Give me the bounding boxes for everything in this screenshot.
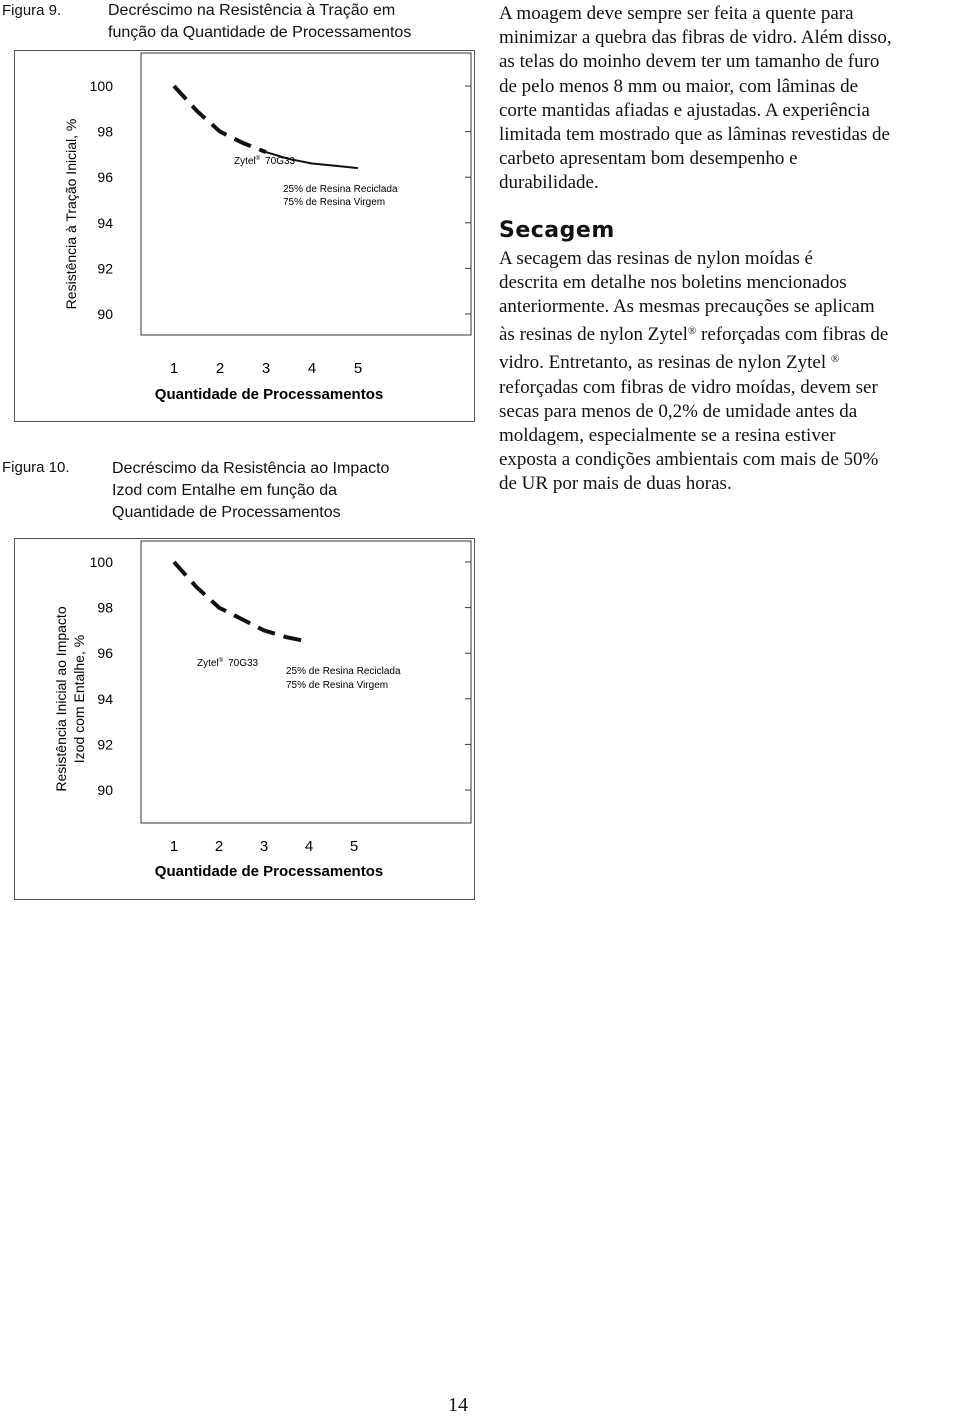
figure-10-title-line-1: Decréscimo da Resistência ao Impacto bbox=[112, 460, 390, 477]
figure-10-y-tick-label: 92 bbox=[97, 736, 113, 753]
figure-10-annotation-line-2: 75% de Resina Virgem bbox=[286, 680, 389, 691]
figure-9-y-tick-label: 94 bbox=[97, 214, 113, 231]
figure-10-y-tick-label: 98 bbox=[97, 599, 113, 616]
text-column bbox=[499, 2, 957, 497]
paragraph-line: moldagem, especialmente se a resina estiver bbox=[499, 425, 836, 447]
figure-9-product-label: Zytel® 70G33 bbox=[234, 156, 296, 167]
figure-9-frame bbox=[14, 50, 475, 422]
figure-9-title-line-2: função da Quantidade de Processamentos bbox=[108, 24, 412, 41]
figure-10-x-tick-label: 2 bbox=[214, 838, 224, 855]
figure-10-y-tick-label: 96 bbox=[97, 645, 113, 662]
figure-10-annotation-line-1: 25% de Resina Reciclada bbox=[286, 666, 401, 677]
figure-9-annotation-line-1: 25% de Resina Reciclada bbox=[283, 184, 398, 195]
paragraph-line: de pelo menos 8 mm ou maior, com lâminas de bbox=[499, 75, 859, 97]
registered-mark: ® bbox=[830, 353, 840, 366]
figure-10-y-ticks bbox=[90, 554, 471, 798]
section-heading-secagem: Secagem bbox=[499, 217, 615, 243]
figure-10-frame bbox=[14, 538, 475, 900]
figure-10-series-line bbox=[174, 562, 309, 642]
figure-9-y-tick-label: 98 bbox=[97, 123, 113, 140]
paragraph-moagem bbox=[499, 2, 957, 196]
paragraph-line: minimizar a quebra das fibras de vidro. Além disso, bbox=[499, 27, 892, 49]
paragraph-line: limitada tem mostrado que as lâminas revestidas de bbox=[499, 124, 890, 146]
paragraph-line: exposta a condições ambientais com mais de 50% bbox=[499, 449, 879, 471]
figure-10-x-tick-label: 4 bbox=[304, 838, 314, 855]
figure-10-series bbox=[174, 562, 309, 642]
figure-10-x-tick-label: 3 bbox=[259, 838, 269, 855]
figure-9-y-axis-label: Resistência à Tração Inicial, % bbox=[63, 118, 79, 310]
paragraph-line: às resinas de nylon Zytel® reforçadas com fibras de bbox=[499, 324, 889, 346]
figure-10-x-axis-label: Quantidade de Processamentos bbox=[154, 863, 384, 880]
figure-10-x-tick-label: 5 bbox=[349, 838, 359, 855]
figure-9-y-ticks bbox=[90, 78, 471, 322]
paragraph-line: descrita em detalhe nos boletins mencionados bbox=[499, 271, 847, 293]
paragraph-line: anteriormente. As mesmas precauções se aplicam bbox=[499, 296, 875, 318]
figure-9-x-ticks bbox=[170, 360, 362, 377]
figure-10-y-axis-label-line-2: Izod com Entalhe, % bbox=[71, 634, 87, 764]
figure-10-y-tick-label: 100 bbox=[89, 554, 113, 570]
paragraph-line: reforçadas com fibras de vidro moídas, devem ser bbox=[499, 376, 878, 398]
figure-10-y-tick-label: 90 bbox=[97, 782, 113, 798]
figure-9-x-tick-label: 1 bbox=[169, 360, 179, 377]
figure-9-annotation-line-2: 75% de Resina Virgem bbox=[283, 197, 386, 208]
figure-9-x-tick-label: 3 bbox=[261, 360, 271, 377]
paragraph-line: carbeto apresentam bom desempenho e bbox=[499, 148, 798, 170]
figure-10-y-tick-label: 94 bbox=[97, 690, 113, 707]
figure-9-x-tick-label: 5 bbox=[353, 360, 363, 377]
figure-9-y-tick-label: 92 bbox=[97, 260, 113, 277]
figure-10-title-line-2: Izod com Entalhe em função da bbox=[112, 482, 338, 499]
figure-9-y-tick-label: 100 bbox=[89, 78, 113, 94]
paragraph-line: durabilidade. bbox=[499, 172, 599, 194]
paragraph-line: vidro. Entretanto, as resinas de nylon Zytel ® bbox=[499, 352, 840, 374]
figure-10-chart bbox=[15, 539, 474, 899]
figure-9-series-line-dashed bbox=[174, 86, 266, 152]
paragraph-line: as telas do moinho devem ter um tamanho de furo bbox=[499, 51, 880, 73]
figure-9-y-tick-label: 96 bbox=[97, 169, 113, 186]
figure-10-y-axis-label-line-1: Resistência Inicial ao Impacto bbox=[53, 606, 69, 792]
registered-mark: ® bbox=[687, 325, 697, 338]
figure-9-x-tick-label: 2 bbox=[215, 360, 225, 377]
figure-10-title-line-3: Quantidade de Processamentos bbox=[112, 504, 341, 521]
paragraph-line: de UR por mais de duas horas. bbox=[499, 473, 732, 495]
figure-10-product-label: Zytel® 70G33 bbox=[197, 658, 259, 669]
paragraph-line: corte mantidas afiadas e ajustadas. A experiência bbox=[499, 99, 870, 121]
figure-10-label: Figura 10. bbox=[2, 459, 70, 476]
figure-9-chart bbox=[15, 51, 474, 421]
figure-9-title-line-1: Decréscimo na Resistência à Tração em bbox=[108, 2, 396, 19]
paragraph-secagem bbox=[499, 247, 957, 497]
paragraph-line: A moagem deve sempre ser feita a quente para bbox=[499, 3, 854, 24]
figure-9-y-tick-label: 90 bbox=[97, 306, 113, 322]
figure-10-x-ticks bbox=[170, 838, 358, 855]
figure-9-label: Figura 9. bbox=[2, 2, 62, 19]
figure-9-x-tick-label: 4 bbox=[307, 360, 317, 377]
figure-9-x-axis-label: Quantidade de Processamentos bbox=[154, 386, 384, 403]
paragraph-line: secas para menos de 0,2% de umidade antes da bbox=[499, 400, 858, 422]
figure-10-x-tick-label: 1 bbox=[169, 838, 179, 855]
page-number: 14 bbox=[448, 1394, 468, 1416]
paragraph-line: A secagem das resinas de nylon moídas é bbox=[499, 247, 813, 269]
